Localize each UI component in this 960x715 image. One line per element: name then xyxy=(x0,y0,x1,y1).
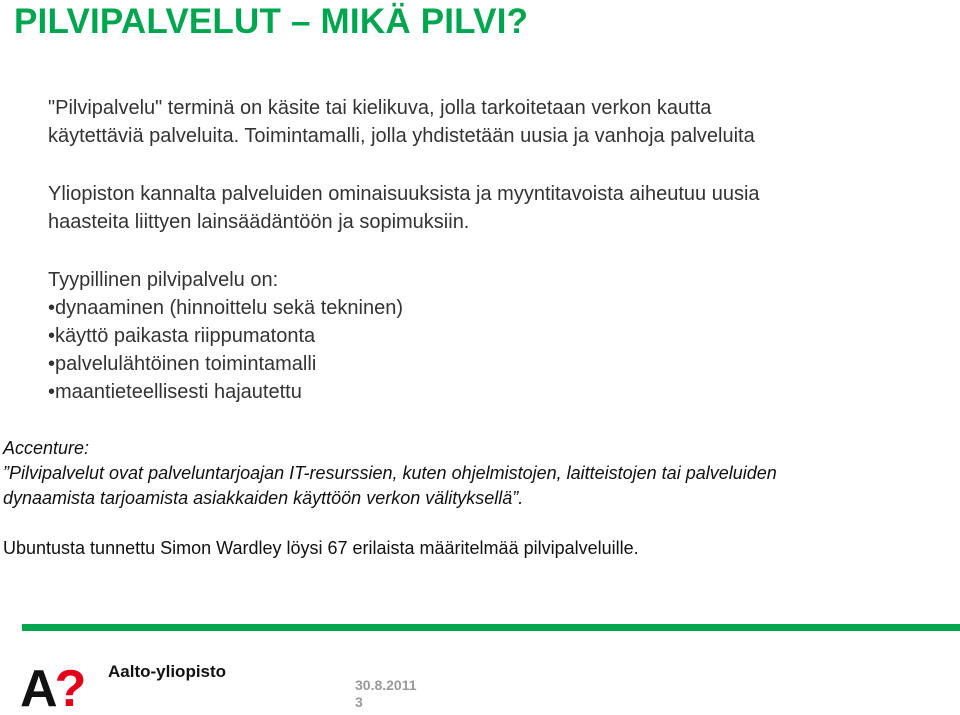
quote-source: Accenture: xyxy=(3,438,90,458)
closing-statement: Ubuntusta tunnettu Simon Wardley löysi 67 erilaista määritelmää pilvipalveluille. xyxy=(3,538,639,558)
list-intro: Tyypillinen pilvipalvelu on: xyxy=(48,269,279,291)
list-item: •maantieteellisesti hajautettu xyxy=(48,381,302,403)
list-item: •palvelulähtöinen toimintamalli xyxy=(48,353,317,375)
slide-number: 3 xyxy=(355,694,363,710)
svg-text:A?: A? xyxy=(20,660,84,710)
paragraph-university xyxy=(48,180,760,236)
paragraph-line: käytettäviä palveluita. Toimintamalli, jolla yhdistetään uusia ja vanhoja palveluita xyxy=(48,125,755,147)
typical-features-list xyxy=(48,266,403,406)
footer-divider xyxy=(22,624,960,631)
paragraph-line: haasteita liittyen lainsäädäntöön ja sopimuksiin. xyxy=(48,211,470,233)
quote-line: dynaamista tarjoamista asiakkaiden käyttöön verkon välityksellä”. xyxy=(3,488,524,508)
paragraph-line: Yliopiston kannalta palveluiden ominaisuuksista ja myyntitavoista aiheutuu uusia xyxy=(48,183,760,205)
paragraph-definition xyxy=(48,94,755,150)
list-item: •käyttö paikasta riippumatonta xyxy=(48,325,316,347)
slide-date: 30.8.2011 xyxy=(355,677,417,693)
paragraph-line: "Pilvipalvelu" terminä on käsite tai kielikuva, jolla tarkoitetaan verkon kautta xyxy=(48,97,712,119)
slide-title: PILVIPALVELUT – MIKÄ PILVI? xyxy=(14,2,529,41)
aalto-logo xyxy=(20,660,96,710)
brand-name: Aalto-yliopisto xyxy=(108,662,227,681)
list-item: •dynaaminen (hinnoittelu sekä tekninen) xyxy=(48,297,403,319)
accenture-quote xyxy=(3,436,777,511)
quote-line: ”Pilvipalvelut ovat palveluntarjoajan IT-resurssien, kuten ohjelmistojen, laitteistojen tai palveluiden xyxy=(3,463,777,483)
